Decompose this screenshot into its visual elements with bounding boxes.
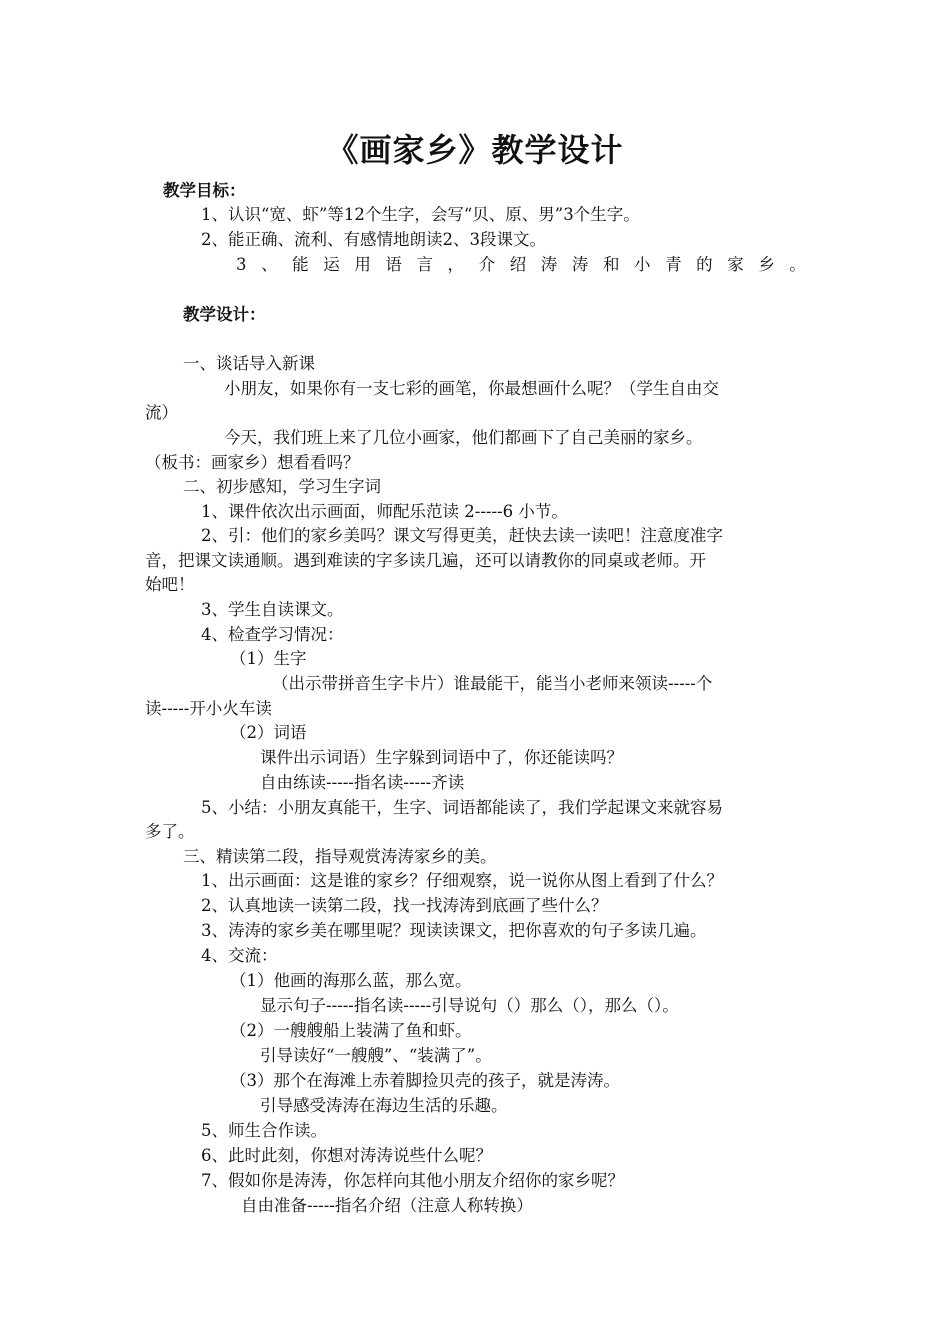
goal-item: 2、能正确、流利、有感情地朗读2、3段课文。: [201, 230, 546, 249]
paragraph-line: 多了。: [145, 822, 195, 841]
list-item: 5、师生合作读。: [201, 1121, 327, 1140]
list-item: 3、学生自读课文。: [201, 600, 344, 619]
document-title: 《画家乡》教学设计: [326, 131, 624, 169]
list-item: 4、交流：: [201, 946, 278, 965]
goal-item: 1、认识“宽、虾”等12个生字，会写“贝、原、男”3个生字。: [201, 205, 640, 224]
list-item: 3、涛涛的家乡美在哪里呢？现读读课文，把你喜欢的句子多读几遍。: [201, 921, 707, 940]
paragraph-line: 流）: [145, 403, 178, 422]
list-item: 2、认真地读一读第二段，找一找涛涛到底画了些什么？: [201, 896, 608, 915]
list-item: 2、引：他们的家乡美吗？课文写得更美，赶快去读一读吧！注意度准字: [201, 526, 723, 545]
paragraph-line: （出示带拼音生字卡片）谁最能干，能当小老师来领读-----个: [272, 674, 713, 693]
sub-item: （1）生字: [230, 649, 307, 668]
paragraph-line: （板书：画家乡）想看看吗？: [145, 453, 360, 472]
paragraph-line: 自由练读-----指名读-----齐读: [260, 773, 465, 792]
design-heading: 教学设计：: [183, 305, 266, 324]
goal-item: 3 、 能 运 用 语 言 ， 介 绍 涛 涛 和 小 青 的 家 乡 。: [236, 255, 806, 274]
goals-heading: 教学目标：: [163, 181, 246, 200]
paragraph-line: 音，把课文读通顺。遇到难读的字多读几遍，还可以请教你的同桌或老师。开: [145, 551, 706, 570]
section-heading: 二、初步感知，学习生字词: [183, 477, 381, 496]
paragraph-line: 自由准备-----指名介绍（注意人称转换）: [241, 1196, 533, 1215]
paragraph-line: 引导读好“一艘艘”、“装满了”。: [260, 1046, 492, 1065]
paragraph-line: 引导感受涛涛在海边生活的乐趣。: [260, 1096, 508, 1115]
section-heading: 一、谈话导入新课: [183, 354, 315, 373]
sub-item: （2）词语: [230, 723, 307, 742]
list-item: 6、此时此刻，你想对涛涛说些什么呢？: [201, 1146, 492, 1165]
list-item: 1、课件依次出示画面，师配乐范读 2-----6 小节。: [201, 502, 568, 521]
sub-item: （1）他画的海那么蓝，那么宽。: [230, 971, 472, 990]
paragraph-line: 显示句子-----指名读-----引导说句（）那么（），那么（）。: [260, 996, 679, 1015]
sub-item: （2）一艘艘船上装满了鱼和虾。: [230, 1021, 472, 1040]
sub-item: （3）那个在海滩上赤着脚捡贝壳的孩子，就是涛涛。: [230, 1071, 620, 1090]
paragraph-line: 始吧！: [145, 575, 195, 594]
list-item: 5、小结：小朋友真能干，生字、词语都能读了，我们学起课文来就容易: [201, 798, 723, 817]
paragraph-line: 课件出示词语）生字躲到词语中了，你还能读吗？: [260, 748, 623, 767]
paragraph-line: 读-----开小火车读: [145, 699, 272, 718]
section-heading: 三、精读第二段，指导观赏涛涛家乡的美。: [183, 847, 497, 866]
paragraph-line: 今天，我们班上来了几位小画家，他们都画下了自己美丽的家乡。: [224, 428, 703, 447]
list-item: 7、假如你是涛涛，你怎样向其他小朋友介绍你的家乡呢？: [201, 1171, 624, 1190]
list-item: 1、出示画面：这是谁的家乡？仔细观察，说一说你从图上看到了什么？: [201, 871, 723, 890]
paragraph-line: 小朋友，如果你有一支七彩的画笔，你最想画什么呢？（学生自由交: [224, 379, 719, 398]
list-item: 4、检查学习情况：: [201, 625, 344, 644]
